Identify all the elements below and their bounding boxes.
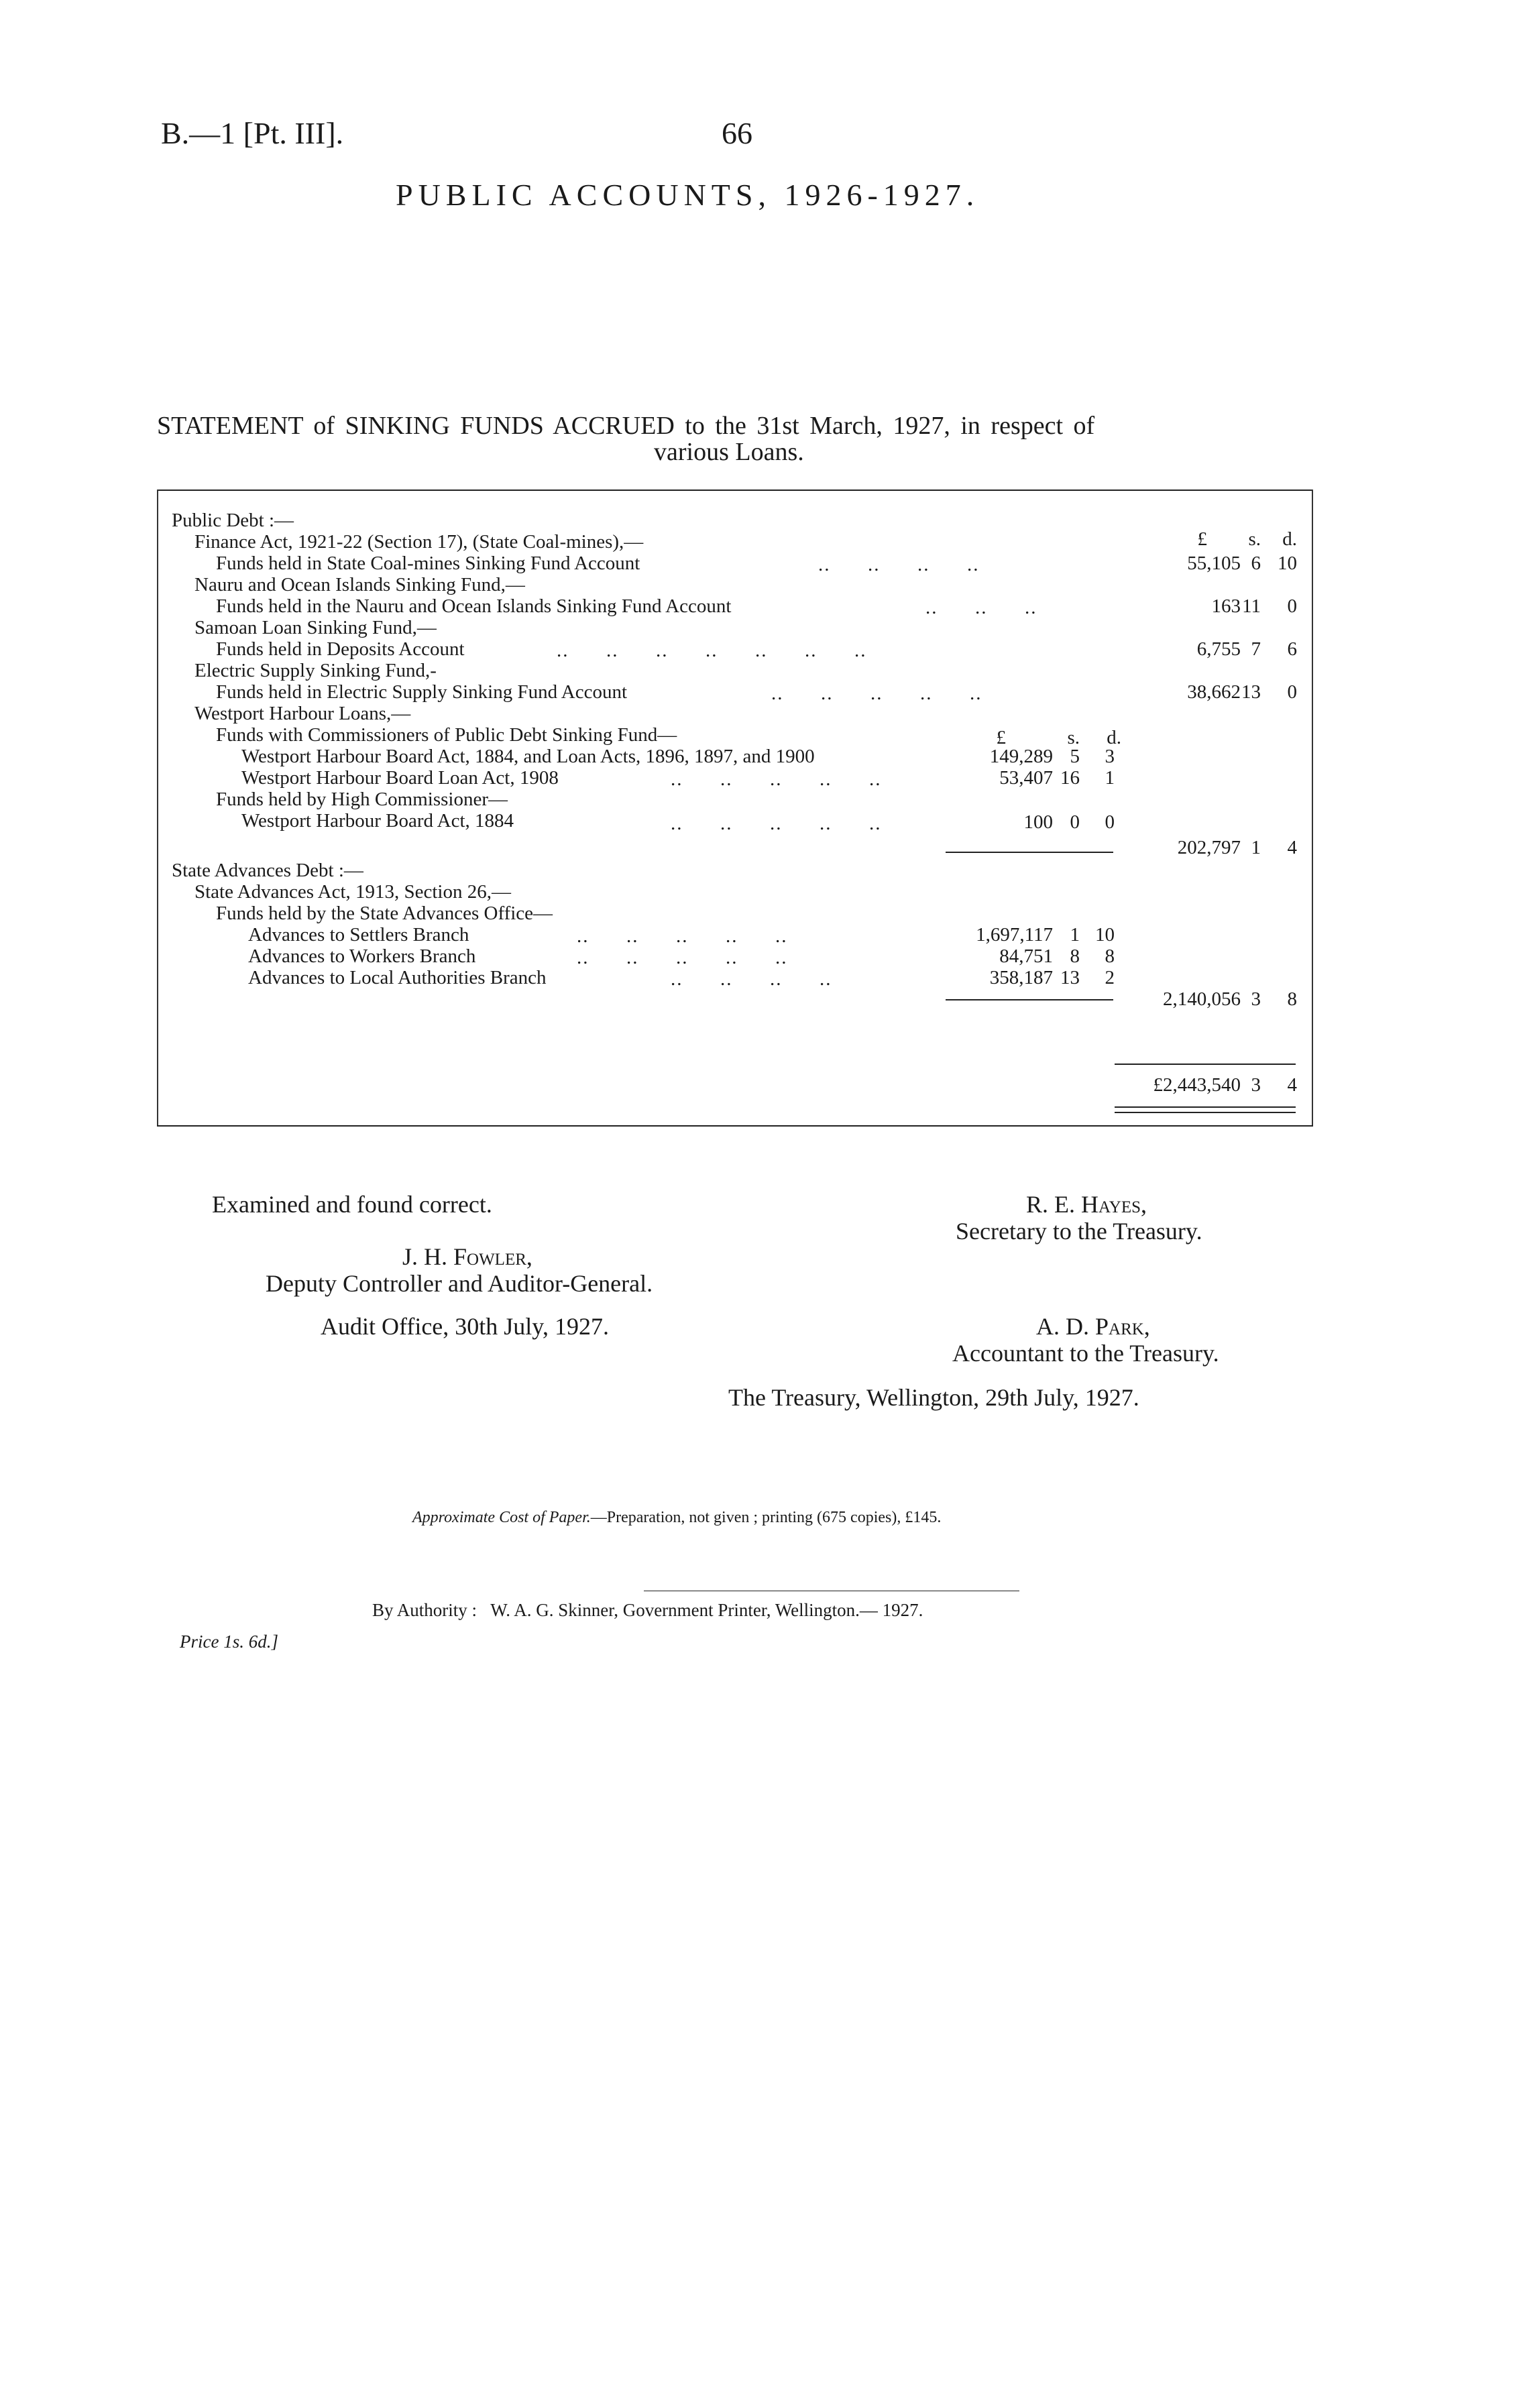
local-authorities-branch-label: Advances to Local Authorities Branch [248,967,547,988]
settlers-pounds: 1,697,117 [976,924,1053,945]
leader-dots: .. .. .. .. .. [671,813,882,834]
westport-loan-1908-shillings: 16 [1060,767,1080,789]
westport-subtotal-rule [946,852,1113,853]
westport-high-commissioner-label: Funds held by High Commissioner— [216,789,508,810]
finance-act-label: Finance Act, 1921-22 (Section 17), (State Coal-mines),— [194,531,644,553]
statement-heading: STATEMENT of SINKING FUNDS ACCRUED to the 31st March, 1927, in respect of [157,412,1095,440]
leader-dots: .. .. .. .. .. [671,768,882,790]
inner-pence-header: d. [1107,727,1121,748]
shillings-header: s. [1248,528,1261,550]
grand-total-pounds: £2,443,540 [1153,1074,1241,1096]
nauru-pounds: 163 [1211,595,1241,617]
westport-act-1884-1900-pence: 3 [1105,746,1115,767]
grand-total-shillings: 3 [1251,1074,1261,1096]
electric-fund-label: Electric Supply Sinking Fund,- [194,660,437,681]
cost-of-paper-text: —Preparation, not given ; printing (675 copies), £145. [590,1509,942,1526]
workers-pence: 8 [1105,945,1115,967]
westport-total-pounds: 202,797 [1177,837,1241,858]
electric-pounds: 38,662 [1187,681,1241,703]
local-authorities-pounds: 358,187 [989,967,1053,988]
state-advances-total-shillings: 3 [1251,988,1261,1010]
state-advances-subtotal-rule [946,999,1113,1000]
nauru-fund-label: Nauru and Ocean Islands Sinking Fund,— [194,574,525,595]
westport-total-shillings: 1 [1251,837,1261,858]
table-right-border [1312,490,1313,1125]
westport-commissioners-label: Funds with Commissioners of Public Debt Sinking Fund— [216,724,677,746]
examined-note: Examined and found correct. [212,1191,492,1218]
coal-pence: 10 [1278,553,1297,574]
electric-funds-label: Funds held in Electric Supply Sinking Fund Account [216,681,628,703]
settlers-pence: 10 [1095,924,1115,945]
local-authorities-shillings: 13 [1060,967,1080,988]
park-name: A. D. Park, [1036,1313,1150,1340]
settlers-shillings: 1 [1070,924,1080,945]
state-advances-office-label: Funds held by the State Advances Office— [216,903,553,924]
price-note: Price 1s. 6d.] [180,1631,278,1652]
leader-dots: .. .. .. .. .. [771,683,982,704]
westport-act-1884-pence: 0 [1105,811,1115,833]
authority-line [372,1600,923,1621]
leader-dots: .. .. .. .. .. [577,925,788,947]
nauru-pence: 0 [1287,595,1297,617]
workers-shillings: 8 [1070,945,1080,967]
cost-of-paper-label: Approximate Cost of Paper. [412,1509,591,1526]
coal-funds-label: Funds held in State Coal-mines Sinking Fund Account [216,553,640,574]
westport-act-1884-pounds: 100 [1023,811,1053,833]
hayes-name: R. E. Hayes, [1026,1191,1147,1218]
westport-act-1884-1900-pounds: 149,289 [989,746,1053,767]
leader-dots: .. .. .. [925,597,1037,618]
westport-loan-1908-pence: 1 [1105,767,1115,789]
samoan-pounds: 6,755 [1196,638,1241,660]
audit-office-date: Audit Office, 30th July, 1927. [321,1313,609,1340]
grand-total-top-rule [1115,1064,1296,1065]
workers-pounds: 84,751 [999,945,1053,967]
samoan-pence: 6 [1287,638,1297,660]
cost-of-paper-note [412,1509,941,1527]
westport-loan-1908-label: Westport Harbour Board Loan Act, 1908 [241,767,559,789]
coal-pounds: 55,105 [1187,553,1241,574]
park-title: Accountant to the Treasury. [952,1340,1219,1367]
local-authorities-pence: 2 [1105,967,1115,988]
grand-total-double-rule-lower [1115,1112,1296,1113]
samoan-funds-label: Funds held in Deposits Account [216,638,465,660]
public-debt-label: Public Debt :— [172,510,294,531]
westport-total-pence: 4 [1287,837,1297,858]
inner-shillings-header: s. [1067,727,1080,748]
westport-act-1884-label: Westport Harbour Board Act, 1884 [241,810,514,832]
grand-total-double-rule-upper [1115,1106,1296,1108]
state-advances-act-label: State Advances Act, 1913, Section 26,— [194,881,511,903]
inner-pounds-header: £ [996,727,1006,748]
westport-loans-label: Westport Harbour Loans,— [194,703,411,724]
electric-pence: 0 [1287,681,1297,703]
state-advances-total-pounds: 2,140,056 [1163,988,1241,1010]
authority-label: By Authority : [372,1600,477,1620]
table-top-rule [157,490,1313,491]
coal-shillings: 6 [1251,553,1261,574]
leader-dots: .. .. .. .. .. .. .. [557,640,867,661]
pounds-header: £ [1197,528,1207,550]
page-title: PUBLIC ACCOUNTS, 1926-1927. [396,178,980,212]
treasury-date: The Treasury, Wellington, 29th July, 1927. [728,1384,1139,1411]
authority-text: W. A. G. Skinner, Government Printer, Wellington.— 1927. [490,1600,923,1620]
state-advances-total-pence: 8 [1287,988,1297,1010]
electric-shillings: 13 [1241,681,1261,703]
leader-dots: .. .. .. .. [818,554,980,575]
page-number: 66 [722,116,752,150]
samoan-fund-label: Samoan Loan Sinking Fund,— [194,617,437,638]
pence-header: d. [1282,528,1297,550]
workers-branch-label: Advances to Workers Branch [248,945,476,967]
westport-act-1884-shillings: 0 [1070,811,1080,833]
document-reference: B.—1 [Pt. III]. [161,116,344,150]
state-advances-label: State Advances Debt :— [172,860,363,881]
table-left-border [157,490,158,1125]
table-bottom-rule [157,1125,1313,1127]
fowler-title: Deputy Controller and Auditor-General. [266,1270,653,1297]
leader-dots: .. .. .. .. .. [577,947,788,968]
westport-act-1884-1900-shillings: 5 [1070,746,1080,767]
fowler-name: J. H. Fowler, [402,1243,532,1270]
nauru-funds-label: Funds held in the Nauru and Ocean Islands Sinking Fund Account [216,595,732,617]
grand-total-pence: 4 [1287,1074,1297,1096]
westport-loan-1908-pounds: 53,407 [999,767,1053,789]
hayes-title: Secretary to the Treasury. [956,1218,1202,1245]
samoan-shillings: 7 [1251,638,1261,660]
statement-heading-continued: various Loans. [654,438,804,466]
westport-act-1884-1900-label: Westport Harbour Board Act, 1884, and Loan Acts, 1896, 1897, and 1900 [241,746,815,767]
settlers-branch-label: Advances to Settlers Branch [248,924,469,945]
leader-dots: .. .. .. .. [671,968,832,990]
nauru-shillings: 11 [1242,595,1261,617]
